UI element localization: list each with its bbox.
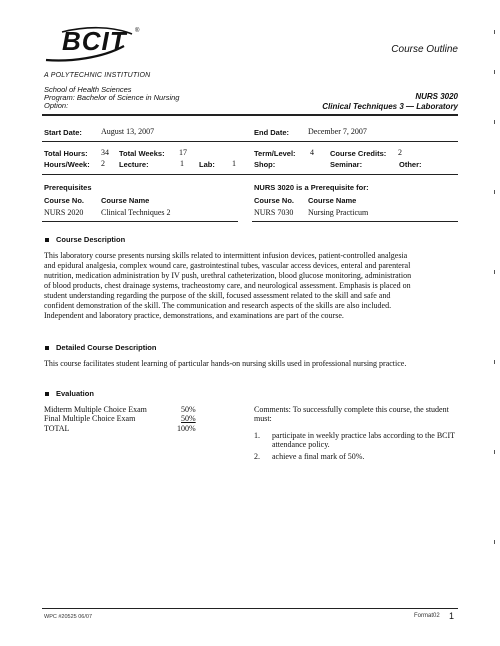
details-rule-1 — [42, 141, 458, 142]
evaluation-list-text: achieve a final mark of 50%. — [272, 452, 365, 461]
school-name: School of Health Sciences — [44, 85, 132, 94]
evaluation-item-label: Midterm Multiple Choice Exam — [44, 405, 147, 414]
evaluation-item-value: 50% — [181, 414, 196, 423]
course-code: NURS 3020 — [415, 92, 458, 101]
scan-edge-mark — [494, 540, 495, 544]
prereq-col-course-name: Course Name — [101, 196, 150, 205]
evaluation-bullet — [45, 392, 49, 396]
doc-type: Course Outline — [391, 44, 458, 55]
scan-edge-mark — [494, 120, 495, 124]
prereq-row-course-name: Clinical Techniques 2 — [101, 208, 171, 217]
prereq-for-col-course-no: Course No. — [254, 196, 295, 205]
start-date-label: Start Date: — [44, 128, 82, 137]
end-date-value: December 7, 2007 — [308, 127, 367, 136]
hours-week-value: 2 — [101, 159, 105, 168]
course-description-body — [44, 251, 460, 321]
total-hours-value: 34 — [101, 148, 109, 157]
start-date-value: August 13, 2007 — [101, 127, 155, 136]
scan-edge-mark — [494, 70, 495, 74]
other-label: Other: — [399, 160, 422, 169]
evaluation-item-value: 50% — [181, 405, 196, 414]
detailed-description-heading: Detailed Course Description — [56, 343, 157, 352]
logo-wordmark: BCIT — [62, 26, 127, 56]
evaluation-list-number: 2. — [254, 452, 260, 461]
prerequisites-heading: Prerequisites — [44, 183, 92, 192]
course-credits-value: 2 — [398, 148, 402, 157]
footer-rule — [42, 608, 458, 609]
footer-format: Format02 — [414, 613, 440, 619]
evaluation-item-label: Final Multiple Choice Exam — [44, 414, 136, 423]
header-rule — [42, 114, 458, 116]
detailed-description-body: This course facilitates student learning of particular hands-on nursing skills used in professional nursing practice. — [44, 359, 407, 368]
prereq-for-col-course-name: Course Name — [308, 196, 357, 205]
program-name: Program: Bachelor of Science in Nursing — [44, 93, 180, 102]
course-description-line: nutrition, medication administration by IV push, urethral catheterization, blood glucose monitoring, administration — [44, 271, 412, 280]
prereq-col-course-no: Course No. — [44, 196, 85, 205]
bcit-logo — [40, 18, 140, 72]
total-weeks-value: 17 — [179, 148, 187, 157]
total-weeks-label: Total Weeks: — [119, 149, 165, 158]
term-level-value: 4 — [310, 148, 314, 157]
course-description-heading: Course Description — [56, 235, 126, 244]
lecture-value: 1 — [180, 159, 184, 168]
scan-edge-mark — [494, 270, 495, 274]
course-title: Clinical Techniques 3 — Laboratory — [322, 102, 458, 111]
prereq-for-row-course-no: NURS 7030 — [254, 208, 294, 217]
page-number: 1 — [449, 611, 455, 621]
course-description-line: of blood products, chest drainage systems, tracheostomy care, and neurological assessment. Emphasis is placed on — [44, 281, 411, 290]
prereq-rule-left — [42, 221, 238, 222]
evaluation-total-label: TOTAL — [44, 424, 70, 433]
evaluation-total-value: 100% — [177, 424, 196, 433]
lab-label: Lab: — [199, 160, 215, 169]
scan-edge-mark — [494, 30, 495, 34]
course-description-bullet — [45, 238, 49, 242]
seminar-label: Seminar: — [330, 160, 363, 169]
lab-value: 1 — [232, 159, 236, 168]
course-credits-label: Course Credits: — [330, 149, 387, 158]
evaluation-list-number: 1. — [254, 431, 260, 440]
prereq-for-heading: NURS 3020 is a Prerequisite for: — [254, 183, 369, 192]
shop-label: Shop: — [254, 160, 276, 169]
hours-week-label: Hours/Week: — [44, 160, 90, 169]
evaluation-heading: Evaluation — [56, 389, 94, 398]
end-date-label: End Date: — [254, 128, 290, 137]
svg-text:®: ® — [135, 28, 140, 34]
footer-doc-id: WPC #20525 06/07 — [44, 614, 93, 620]
details-rule-2 — [42, 174, 458, 175]
total-hours-label: Total Hours: — [44, 149, 88, 158]
lecture-label: Lecture: — [119, 160, 149, 169]
evaluation-list-text: participate in weekly practice labs according to the BCIT — [272, 431, 456, 440]
scan-edge-mark — [494, 190, 495, 194]
logo-tagline: A POLYTECHNIC INSTITUTION — [44, 72, 151, 79]
option-label: Option: — [44, 101, 69, 110]
course-description-line: student understanding regarding the purpose of the skill, focused assessment related to the skill and safe and — [44, 291, 391, 300]
course-description-line: confident demonstration of the skill. The communication and research aspects of the skills are also included. — [44, 301, 392, 310]
prereq-row-course-no: NURS 2020 — [44, 208, 84, 217]
course-description-line: This laboratory course presents nursing skills related to intermittent infusion devices, patient-controlled analgesia — [44, 251, 408, 260]
prereq-rule-right — [252, 221, 458, 222]
detailed-description-bullet — [45, 346, 49, 350]
evaluation-list-text-cont: attendance policy. — [272, 440, 330, 449]
evaluation-comments-cont: must: — [254, 414, 272, 423]
prereq-for-row-course-name: Nursing Practicum — [308, 208, 369, 217]
term-level-label: Term/Level: — [254, 149, 296, 158]
scan-edge-mark — [494, 360, 495, 364]
course-description-line: Independent and laboratory practice, demonstrations, and examinations are part of the course. — [44, 311, 344, 320]
course-description-line: and epidural analgesia, complex wound care, gastrointestinal tubes, vascular access devices, enteral and parenteral — [44, 261, 411, 270]
evaluation-comments: Comments: To successfully complete this course, the student — [254, 405, 449, 414]
scan-edge-mark — [494, 450, 495, 454]
